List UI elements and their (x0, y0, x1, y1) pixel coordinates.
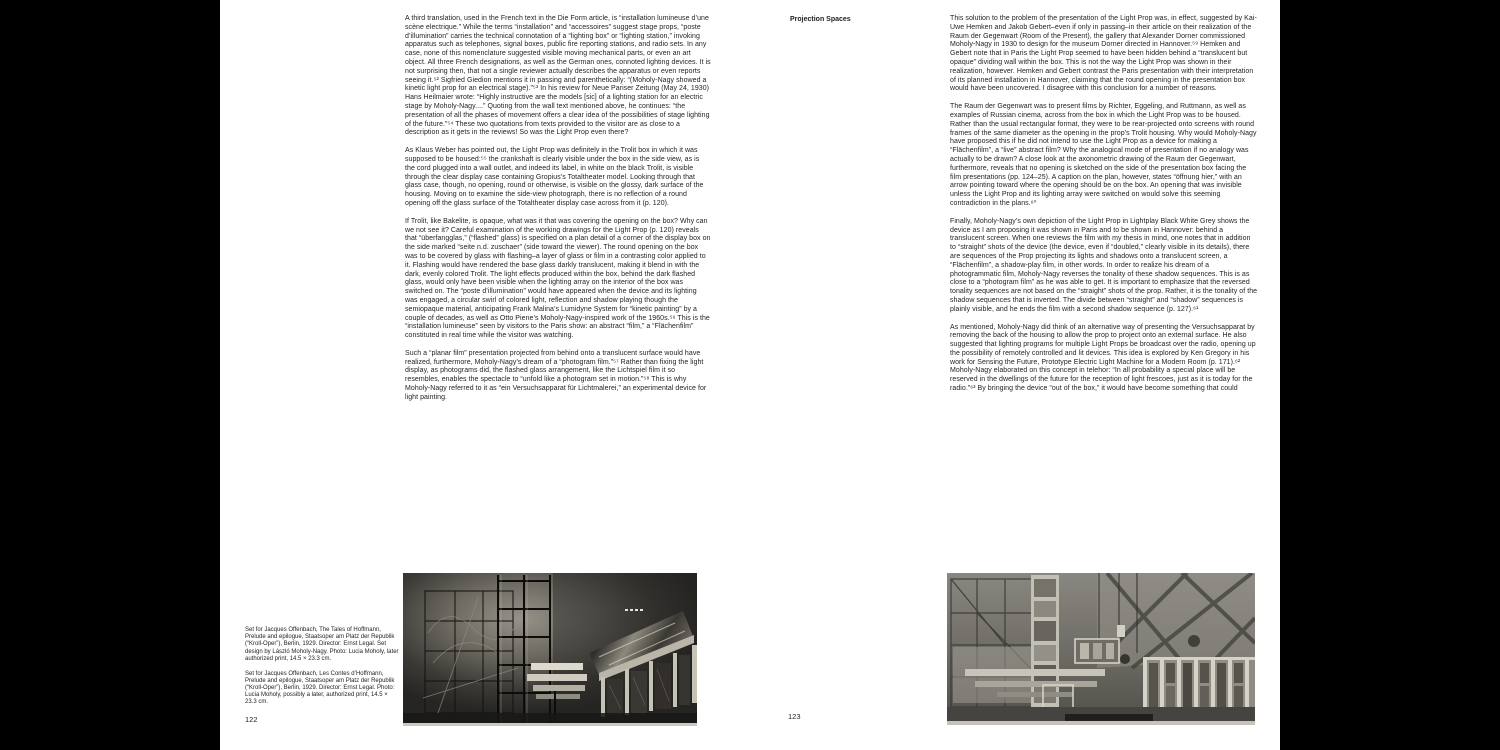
caption-tales-of-hoffmann: Set for Jacques Offenbach, The Tales of Hoffmann, Prelude and epilogue, Staatsoper am Platz der Republik (“Kroll-Oper”), Berlin, 1929. Director: Ernst Legal. Set design by László Moholy-Nagy. Photo: Lucia Moholy, later authorized print, 14.5 × 23.3 cm. (245, 627, 399, 662)
stage-photo-left (403, 573, 697, 726)
caption-les-contes-dhoffmann: Set for Jacques Offenbach, Les Contes d’Hoffmann, Prelude and epilogue, Staatsoper am Platz der Republik (“Kroll-Oper”), Berlin, 1929. Director: Ernst Legal. Photo: Lucia Moholy, possibly a later, authorized print, 14.5 × 23.3 cm. (245, 670, 395, 706)
paragraph: The Raum der Gegenwart was to present films by Richter, Eggeling, and Ruttmann, as well as examples of Russian cinema, across from the box in which the Light Prop was to be housed. Rather than the usual rectangular format, they were to be rear-projected onto screens with round frames of the same diameter as the opening in the prop’s Trolit housing. Why would Moholy-Nagy have proposed this if he did not intend to use the Light Prop as a device for making a “Flächenfilm”, a “live” abstract film? Why the analogical mode of presentation if no analogy was actually to be drawn? A close look at the axonometric drawing of the Raum der Gegenwart, furthermore, reveals that no opening is sketched on the side of the presentation box facing the film presentations (pp. 124–25). A caption on the plan, however, states “öffnung hier,” with an arrow pointing toward where the opening should be on the box. An opening that was invisible unless the Light Prop and its lighting array were switched on would solve this seeming contradiction in the plans.⁶⁰ (950, 103, 1257, 207)
paragraph: This solution to the problem of the presentation of the Light Prop was, in effect, suggested by Kai-Uwe Hemken and Jakob Gebert–even if only in passing–in their article on their realization of the Raum der Gegenwart (Room of the Present), the gallery that Alexander Dorner commissioned Moholy-Nagy in 1930 to design for the museum Dorner directed in Hannover.⁵⁹ Hemken and Gebert note that in Paris the Light Prop seemed to have been hidden behind a “translucent but opaque” dividing wall within the box. This is not the way the Light Prop was shown in their realization, however. Hemken and Gebert contrast the Paris presentation with their interpretation of its planned installation in Hannover, claiming that the round opening in the presentation box would have been uncovered. I disagree with this conclusion for a number of reasons. (950, 15, 1257, 93)
paragraph: Such a “planar film” presentation projected from behind onto a translucent surface would have realized, furthermore, Moholy-Nagy’s dream of a “photogram film.”⁵⁷ Rather than fixing the light display, as photograms did, the flashed glass arrangement, like the Lichtspiel film it so resembles, enables the spectacle to “unfold like a photogram set in motion.”⁵⁸ This is why Moholy-Nagy referred to it as “ein Versuchsapparat für Lichtmalerei,” an experimental device for light painting. (405, 349, 707, 401)
page-number-123: 123 (788, 712, 801, 721)
page-number-122: 122 (245, 715, 258, 724)
paragraph: As mentioned, Moholy-Nagy did think of an alternative way of presenting the Versuchsapparat by removing the back of the housing to allow the prop to project onto an external surface. He also suggested that lighting programs for multiple Light Props be broadcast over the radio, opening up the possibility of remotely controlled and lit devices. This idea is explored by Ken Gregory in his work for Sensing the Future, Prototype Electric Light Machine for a Modern Room (p. 171).⁶² Moholy-Nagy elaborated on this concept in telehor: “In all probability a special place will be reserved in the dwellings of the future for the reception of light frescoes, just as it is today for the radio.”⁶³ By bringing the device “out of the box,” it would have become something that could (950, 323, 1256, 393)
right-page-text-column (950, 15, 1258, 403)
paragraph: As Klaus Weber has pointed out, the Light Prop was definitely in the Trolit box in which it was supposed to be housed:⁵⁵ the crankshaft is clearly visible under the box in the side view, as is the cord plugged into a wall outlet, and indeed its label, in white on the black Trolit, is visible through the clear display case containing Gropius’s Totaltheater model. Looking through that glass case, though, no opening, round or otherwise, is visible on the glossy, dark surface of the housing. Moving on to examine the side-view photograph, there is no reflection of a round opening off the glass surface of the Totaltheater display case across from it (p. 120). (405, 147, 704, 207)
paragraph: If Trolit, like Bakelite, is opaque, what was it that was covering the opening on the box? Why can we not see it? Careful examination of the working drawings for the Light Prop (p. 120) reveals that “überfangglas,” (“flashed” glass) is specified on a plan detail of a corner of the display box on the side marked “seite n.d. zuschaer” (side toward the viewer). The round opening on the box was to be covered by glass with flashing–a layer of glass or film in a contrasting color applied to it. Flashing would have rendered the base glass darkly translucent, making it blend in with the dark, evenly colored Trolit. The light effects produced within the box, behind the dark flashed glass, would only have been visible when the lighting array on the interior of the box was switched on. The “poste d’illumination” would have appeared when the device and its lighting was engaged, a circular swirl of colored light, reflection and shadow playing though the semiopaque material, anticipating Frank Malina’s Lumidyne System for “kinetic painting” by a couple of decades, as well as Otto Piene’s Moholy-Nagy-inspired work of the 1960s.⁵⁶ This is the “installation lumineuse” seen by visitors to the Paris show: an abstract “film,” a “Flächenfilm” constituted in real time while the visitor was watching. (405, 217, 711, 340)
stage-photo-left-image (403, 573, 697, 726)
book-spread (220, 0, 1280, 750)
paragraph: Finally, Moholy-Nagy’s own depiction of the Light Prop in Lightplay Black White Grey shows the device as I am proposing it was shown in Paris and to be shown in Hannover: behind a translucent screen. When one reviews the film with my thesis in mind, one notes that in addition to “straight” shots of the device (the device, even if “doubled,” clearly visible in its details), there are sequences of the Prop projecting its lights and shadows onto a translucent screen, a “Flächenfilm”, a shadow-play film, in other words. In order to realize his dream of a photogrammatic film, Moholy-Nagy reverses the tonality of these shadow sequences. This is as close to a “photogram film” as he was able to get. It is important to emphasize that the reversed tonality sequences are not based on the “straight” shots of the prop. Rather, it is the tonality of the shadow sequences that is inverted. The divide between “straight” and “shadow” sequences is plainly visible, and he ends the film with a second shadow sequence (p. 127).⁶¹ (950, 217, 1258, 313)
paragraph: A third translation, used in the French text in the Die Form article, is “installation lumineuse d’une scène electrique.” While the terms “installation” and “accessoires” suggest stage props, “poste d’illumination” carries the technical connotation of a “lighting box” or “lighting station,” invoking apparatus such as telephones, signal boxes, public fire reporting stations, and radio sets. In any case, none of this nomenclature suggested visible moving mechanical parts, or even an art object. All three French designations, as well as the German ones, connoted lighting devices. It is not surprising then, that not a single reviewer actually describes the apparatus or even reports seeing it.⁵² Sigfried Giedion mentions it in passing and parenthetically: “(Moholy-Nagy showed a kinetic light prop for an electrical stage).”⁵³ In his review for Neue Pariser Zeitung (May 24, 1930) Hans Heilmaier wrote: “Highly instructive are the models [sic] of a lighting station for an electric stage by Moholy-Nagy....” Quoting from the wall text mentioned above, he continues: “the presentation of all the phases of movement offers a clear idea of the possibilities of stage lighting of the future.”⁵⁴ These two quotations from texts provided to the visitor are as close to a description as it gets in the reviews! So was the Light Prop even there? (405, 15, 711, 137)
stage-photo-right-image (947, 573, 1255, 725)
running-header: Projection Spaces (790, 16, 851, 23)
stage-photo-right (947, 573, 1255, 725)
left-page-text-column (405, 15, 711, 412)
figure-captions (245, 627, 399, 714)
